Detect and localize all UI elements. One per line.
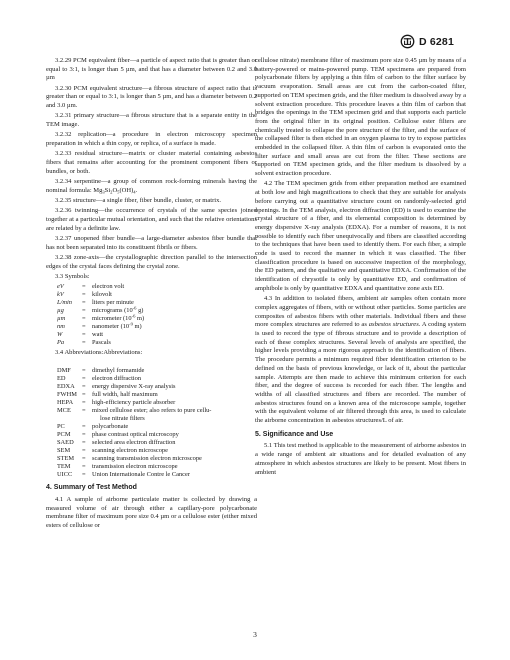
abbreviation-key: ED: [57, 375, 66, 383]
abbreviation-equals: =: [82, 463, 86, 471]
abbreviation-value-continued: lose nitrate filters: [100, 415, 145, 423]
definition-3-2-36: 3.2.36 twinning—the occurrence of crystals of the same species joined together at a particular mutual orientation, and such that the relative orientations are related by a definite law.: [46, 207, 257, 232]
symbol-key: nm: [57, 323, 65, 331]
symbols-heading: 3.3 Symbols:: [55, 273, 90, 281]
symbol-equals: =: [82, 291, 86, 299]
symbol-equals: =: [82, 307, 86, 315]
symbol-equals: =: [82, 299, 86, 307]
symbol-equals: =: [82, 331, 86, 339]
abbreviation-value: Union Internationale Contre le Cancer: [92, 471, 190, 479]
symbol-exponent: -9: [129, 322, 133, 328]
abbreviation-equals: =: [82, 375, 86, 383]
symbol-value: kilovolt: [92, 291, 112, 299]
section-4-heading: 4. Summary of Test Method: [46, 484, 137, 492]
symbol-equals: =: [82, 283, 86, 291]
abbreviation-value: phase contrast optical microscopy: [92, 431, 179, 439]
abbreviation-value: scanning transmission electron microscope: [92, 455, 202, 463]
definition-3-2-34: 3.2.34 serpentine—a group of common rock-forming minerals having the nominal formula: $Mg_3Si_2O_5(OH)_4$.: [46, 178, 257, 195]
definition-3-2-35: 3.2.35 structure—a single fiber, fiber bundle, cluster, or matrix.: [55, 197, 222, 205]
abbreviation-key: DMF: [57, 367, 71, 375]
symbol-equals: =: [82, 315, 86, 323]
page-number: 3: [253, 630, 257, 639]
abbreviation-key: FWHM: [57, 391, 77, 399]
symbol-row: [57, 323, 144, 331]
abbreviation-key: SAED: [57, 439, 74, 447]
paragraph-5-1: 5.1 This test method is applicable to the measurement of airborne asbestos in a wide range of ambient air situations and for detailed evaluation of any atmosphere in which asbestos structures are likely to be present. Most fibers in ambient: [255, 442, 466, 476]
abbreviation-value: high-efficiency particle absorber: [92, 399, 176, 407]
abbreviation-equals: =: [82, 431, 86, 439]
abbreviation-equals: =: [82, 439, 86, 447]
paragraph-4-3: 4.3 In addition to isolated fibers, ambient air samples often contain more complex aggregates of fibers, with or without other particles. Some particles are composites of asbestos fibers with other materials. Individual fibers and these more complex structures are referred to as asbestos structures. A coding system is used to record the type of fibrous structure and to provide a description of each of these complex structures. Several levels of analysis are specified, the higher levels providing a more rigorous approach to the identification of fibers. The procedure permits a minimum required fiber identification criterion to be defined on the basis of previous knowledge, or lack of it, about the particular sample. Attempts are then made to achieve this minimum criterion for each fiber, and the degree of success is recorded for each fiber. The lengths and widths of all classified structures and fibers are recorded. The number of asbestos structures found on a known area of the microscope sample, together with the equivalent volume of air filtered through this area, is used to calculate the airborne concentration in asbestos structures/L of air.: [255, 295, 466, 425]
abbreviation-equals: =: [82, 447, 86, 455]
abbreviation-row: [57, 367, 211, 375]
abbreviation-equals: =: [82, 407, 86, 415]
right-column: [255, 57, 466, 479]
symbol-value: electron volt: [92, 283, 125, 291]
abbreviation-value: transmission electron microscope: [92, 463, 178, 471]
abbreviation-value: mixed cellulose ester; also refers to pure cellu- lose nitrate filters: [92, 407, 212, 423]
abbreviations-heading: 3.4 Abbreviations:Abbreviations:: [55, 349, 143, 357]
symbol-exponent: -6: [132, 306, 137, 312]
astm-logo-icon: [400, 34, 415, 49]
left-column: [46, 57, 257, 532]
abbreviation-key: TEM: [57, 463, 71, 471]
symbol-row: [57, 283, 144, 291]
symbol-key: Pa: [57, 339, 65, 347]
abbreviations-table: [57, 367, 211, 479]
abbreviation-equals: =: [82, 423, 86, 431]
abbreviation-value: dimethyl formamide: [92, 367, 145, 375]
symbol-equals: =: [82, 339, 86, 347]
symbol-row: [57, 291, 144, 299]
abbreviation-value: scanning electron microscope: [92, 447, 168, 455]
symbol-row: [57, 331, 144, 339]
definition-3-2-37: 3.2.37 unopened fiber bundle—a large-diameter asbestos fiber bundle that has not been separated into its constituent fibrils or fibers.: [46, 235, 257, 251]
abbreviation-equals: =: [82, 383, 86, 391]
abbreviation-row: [57, 391, 211, 399]
symbol-key: kV: [57, 291, 64, 299]
abbreviation-key: EDXA: [57, 383, 75, 391]
abbreviation-row: [57, 471, 211, 479]
paragraph-4-1: 4.1 A sample of airborne particulate matter is collected by drawing a measured volume of air through either a capillary-pore polycarbonate membrane filter of maximum pore size 0.4 µm or a cellulose ester (either mixed esters of cellulose or: [46, 495, 257, 529]
abbreviation-equals: =: [82, 391, 86, 399]
paragraph-4-1-continued: cellulose nitrate) membrane filter of maximum pore size 0.45 µm by means of a battery-powered or mains-powered pump. TEM specimens are prepared from polycarbonate filters by applying a thin film of carbon to the filter surface by vacuum evaporation. Small areas are cut from the carbon-coated filter, supported on TEM specimen grids, and the filter medium is dissolved away by a solvent extraction procedure. This procedure leaves a thin film of carbon that bridges the openings in the TEM specimen grid and that supports each particle from the original filter in its original position. Cellulose ester filters are chemically treated to collapse the pore structure of the filter, and the surface of the collapsed filter is then etched in an oxygen plasma to try to expose particles embedded in the collapsed filter. A thin film of carbon is evaporated onto the filter surface and small areas are cut from the filter. These sections are supported on TEM specimen grids, and the filter medium is dissolved by a solvent extraction procedure.: [255, 57, 466, 178]
symbol-key: µm: [57, 315, 66, 323]
abbreviation-row: [57, 399, 211, 407]
symbol-key: µg: [57, 307, 64, 315]
abbreviation-key: UICC: [57, 471, 73, 479]
abbreviation-equals: =: [82, 455, 86, 463]
abbreviation-row: [57, 375, 211, 383]
abbreviation-key: PC: [57, 423, 65, 431]
abbreviation-key: STEM: [57, 455, 75, 463]
abbreviation-row: [57, 431, 211, 439]
abbreviation-row: [57, 423, 211, 431]
symbol-key: L/min: [57, 299, 72, 307]
symbols-table: [57, 283, 144, 347]
abbreviation-equals: =: [82, 399, 86, 407]
abbreviation-key: SEM: [57, 447, 71, 455]
symbol-value: watt: [92, 331, 104, 339]
symbol-value: micrograms ($10^{-6}$ g): [92, 306, 144, 315]
paragraph-4-2: 4.2 The TEM specimen grids from either preparation method are examined at both low and high magnifications to check that they are suitable for analysis before carrying out a quantitative structure count on randomly-selected grid openings. In the TEM analysis, electron diffraction (ED) is used to examine the crystal structure of a fiber, and its elemental composition is determined by energy dispersive X-ray analysis (EDXA). For a number of reasons, it is not possible to identify each fiber unequivocally and fibers are classified according to the techniques that have been used to identify them. For each fiber, a simple code is used to record the manner in which it was classified. The fiber classification procedure is based on successive inspection of the morphology, the ED pattern, and the qualitative and quantitative EDXA. Confirmation of the identification of chrysotile is only by quantitative ED, and confirmation of amphibole is only by quantitative EDXA and quantitative zone axis ED.: [255, 180, 466, 292]
symbol-row: [57, 339, 144, 347]
symbol-value: liters per minute: [92, 299, 134, 307]
definition-3-2-32: 3.2.32 replication—a procedure in electron microscopy specimen preparation in which a thin copy, or replica, of a surface is made.: [46, 131, 257, 148]
definition-3-2-29: 3.2.29 PCM equivalent fiber—a particle of aspect ratio that is greater than or equal to 3:1, is longer than 5 µm, and that has a diameter between 0.2 and 3.0 µm: [46, 57, 257, 82]
abbreviation-row: [57, 447, 211, 455]
page-header: [400, 34, 454, 49]
abbreviation-row: [57, 439, 211, 447]
symbol-key: W: [57, 331, 63, 339]
symbol-value: nanometer ($10^{-9}$ m): [92, 322, 142, 331]
symbol-key: eV: [57, 283, 64, 291]
definition-3-2-33: 3.2.33 residual structure—matrix or cluster material containing asbestos fibers that remains after accounting for the prominent component fibers or bundles, or both.: [46, 150, 257, 175]
symbol-exponent: -6: [131, 314, 136, 320]
symbol-equals: =: [82, 323, 86, 331]
section-5-heading: 5. Significance and Use: [255, 430, 334, 438]
abbreviation-key: PCM: [57, 431, 71, 439]
abbreviation-key: MCE: [57, 407, 71, 415]
abbreviation-equals: =: [82, 471, 86, 479]
symbol-value: Pascals: [92, 339, 111, 347]
abbreviation-value: energy dispersive X-ray analysis: [92, 383, 176, 391]
abbreviation-value: full width, half maximum: [92, 391, 158, 399]
document-id: D 6281: [418, 35, 454, 48]
symbol-value: micrometer ($10^{-6}$ m): [92, 314, 145, 323]
definition-3-2-30: 3.2.30 PCM equivalent structure—a fibrous structure of aspect ratio that is greater than or equal to 3:1, is longer than 5 µm, and has a diameter between 0.2 and 3.0 µm.: [46, 84, 257, 110]
abbreviation-row: [57, 383, 211, 391]
abbreviation-row: [57, 455, 211, 463]
abbreviation-row: [57, 463, 211, 471]
abbreviation-equals: =: [82, 367, 86, 375]
abbreviation-value: electron diffraction: [92, 375, 142, 383]
definition-3-2-31: 3.2.31 primary structure—a fibrous structure that is a separate entity in the TEM image.: [46, 112, 257, 129]
abbreviation-row: [57, 407, 211, 423]
definition-3-2-38: 3.2.38 zone-axis—the crystallographic direction parallel to the intersection edges of the crystal faces defining the crystal zone.: [46, 254, 257, 270]
abbreviation-value: polycarbonate: [92, 423, 129, 431]
abbreviation-key: HEPA: [57, 399, 74, 407]
abbreviation-value: selected area electron diffraction: [92, 439, 176, 447]
